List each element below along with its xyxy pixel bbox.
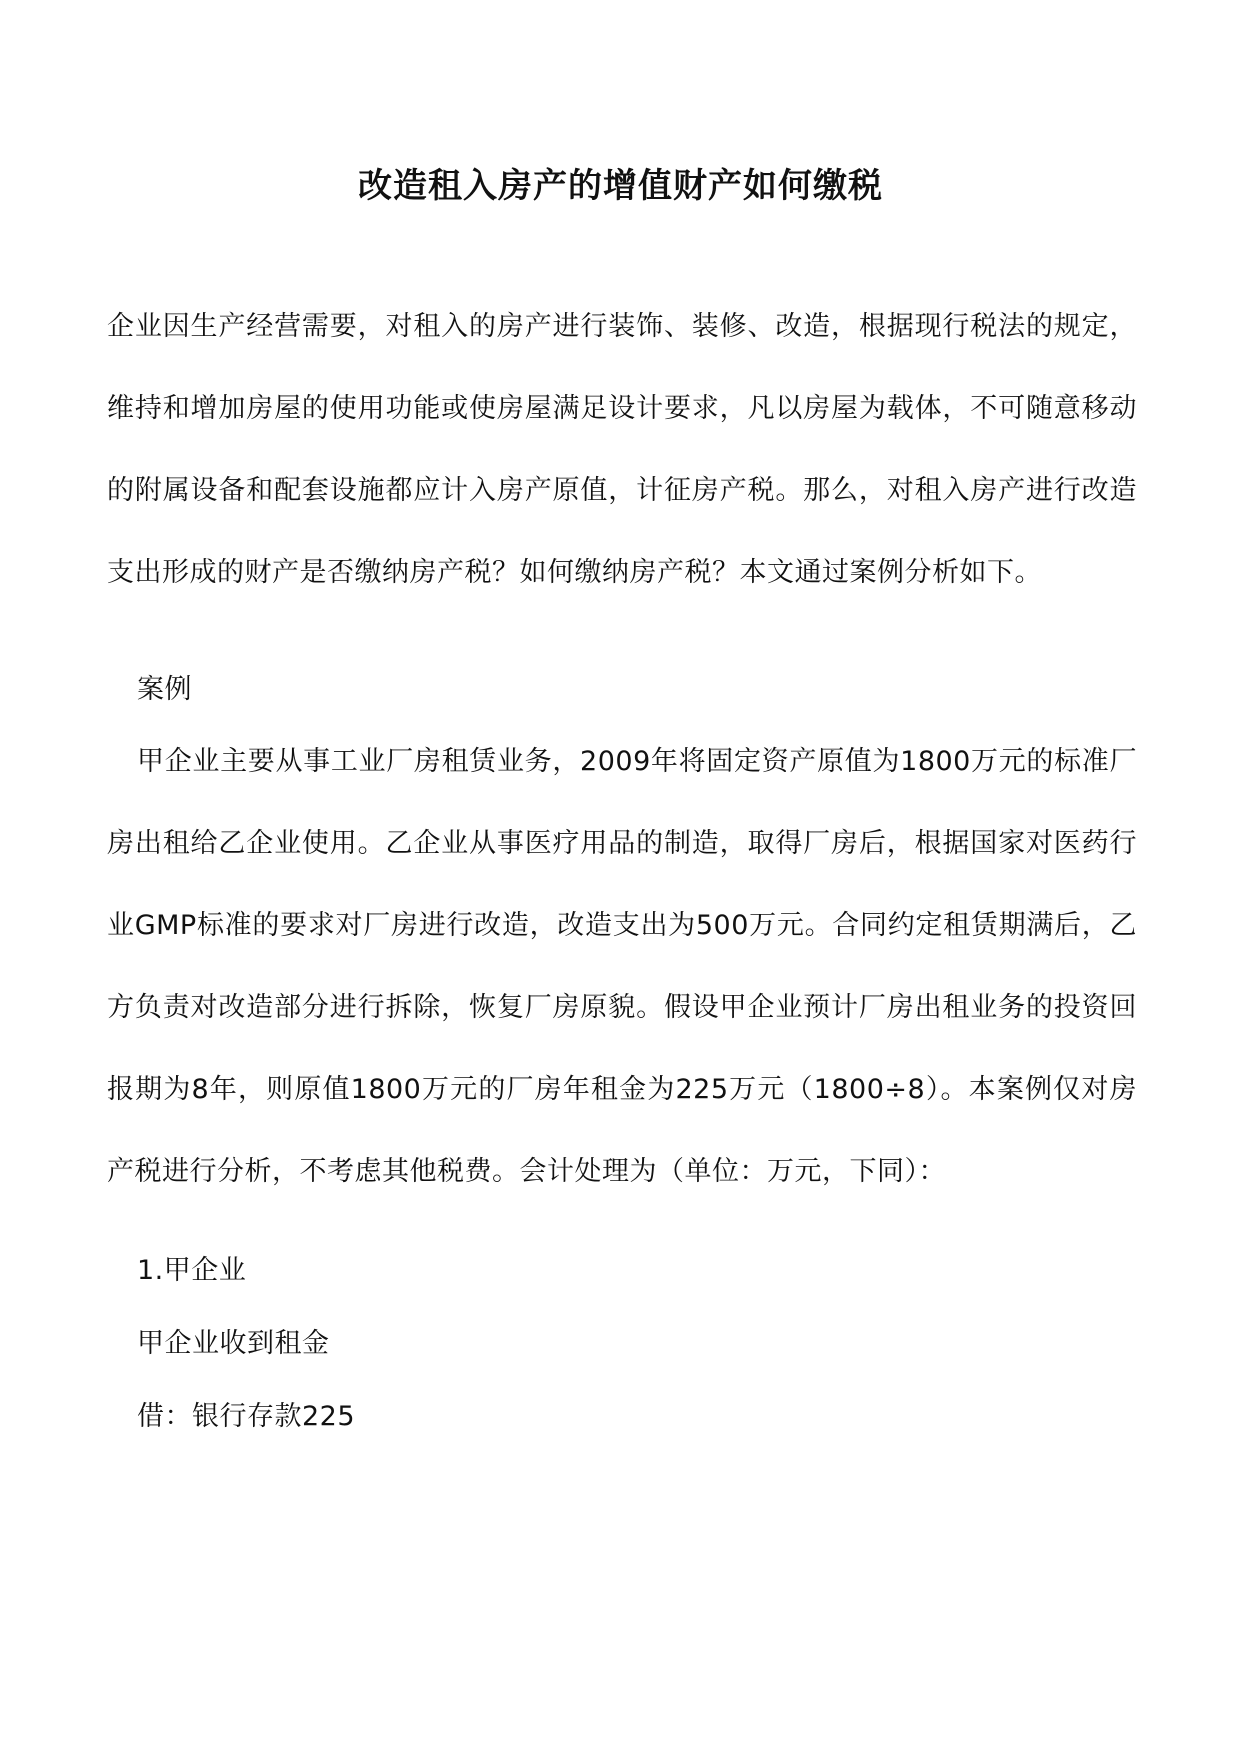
rent-received-line: 甲企业收到租金 [137,1328,330,1359]
case-heading: 案例 [137,674,192,705]
section-heading-1: 1.甲企业 [137,1255,247,1286]
debit-entry-line: 借：银行存款225 [137,1401,356,1432]
document-title: 改造租入房产的增值财产如何缴税 [358,166,883,206]
intro-paragraph: 企业因生产经营需要，对租入的房产进行装饰、装修、改造，根据现行税法的规定，维持和增加房屋的使用功能或使房屋满足设计要求，凡以房屋为载体，不可随意移动的附属设备和配套设施都应计入房产原值，计征房产税。那么，对租入房产进行改造支出形成的财产是否缴纳房产税？如何缴纳房产税？本文通过案例分析如下。 [107,311,1137,588]
case-body-paragraph: 甲企业主要从事工业厂房租赁业务，2009年将固定资产原值为1800万元的标准厂房出租给乙企业使用。乙企业从事医疗用品的制造，取得厂房后，根据国家对医药行业GMP标准的要求对厂房进行改造，改造支出为500万元。合同约定租赁期满后，乙方负责对改造部分进行拆除，恢复厂房原貌。假设甲企业预计厂房出租业务的投资回报期为8年，则原值1800万元的厂房年租金为225万元（1800÷8）。本案例仅对房产税进行分析，不考虑其他税费。会计处理为（单位：万元，下同）： [107,746,1137,1187]
